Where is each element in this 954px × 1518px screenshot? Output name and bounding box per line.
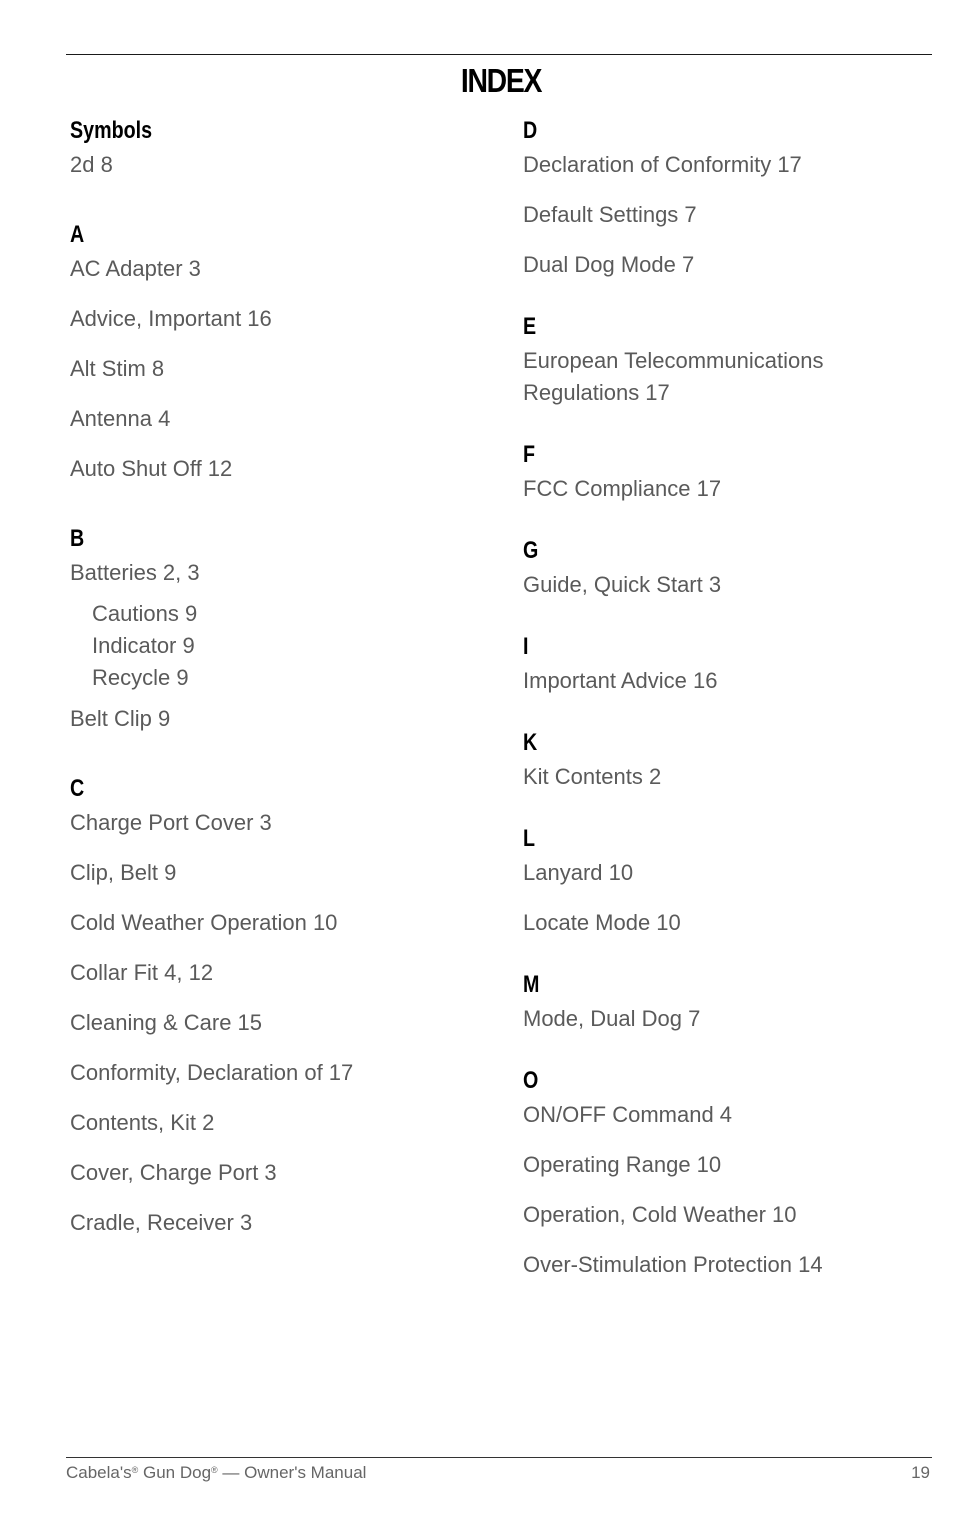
index-entry (523, 345, 943, 409)
page-title: INDEX (460, 62, 542, 99)
section-heading: M (523, 971, 540, 998)
index-entry-text: AC Adapter 3 (70, 256, 201, 281)
index-entry-text: Declaration of Conformity 17 (523, 152, 802, 177)
index-entry (70, 807, 490, 839)
top-rule (66, 54, 932, 55)
index-entry (523, 149, 943, 181)
index-section (70, 219, 490, 485)
footer-brand: Cabela's (66, 1463, 132, 1482)
section-heading: Symbols (70, 117, 153, 144)
index-entry-text: Locate Mode 10 (523, 910, 681, 935)
index-entry-text: European Telecommunications (523, 348, 824, 373)
index-entry (70, 1057, 490, 1089)
index-entry (523, 1249, 943, 1281)
index-entry (523, 199, 943, 231)
index-entry-text: Cleaning & Care 15 (70, 1010, 263, 1035)
index-entry-text: Default Settings 7 (523, 202, 697, 227)
index-section (523, 535, 943, 601)
index-entry-text: Operation, Cold Weather 10 (523, 1202, 797, 1227)
index-entry-text: Alt Stim 8 (70, 356, 165, 381)
index-entry-text: Regulations 17 (523, 380, 670, 405)
index-entry-text: Guide, Quick Start 3 (523, 572, 722, 597)
index-entry-text: Cold Weather Operation 10 (70, 910, 338, 935)
page-number: 19 (911, 1463, 930, 1482)
index-entry (70, 253, 490, 285)
index-entry (70, 149, 490, 181)
index-entry (523, 1199, 943, 1231)
index-section (523, 1065, 943, 1281)
index-entry (70, 703, 490, 735)
index-section (523, 631, 943, 697)
index-entry-text: FCC Compliance 17 (523, 476, 722, 501)
index-entry (523, 761, 943, 793)
index-entry (70, 303, 490, 335)
index-entry (523, 1099, 943, 1131)
section-heading: E (523, 313, 537, 340)
index-entry-text: Over-Stimulation Protection 14 (523, 1252, 823, 1277)
index-entry (70, 857, 490, 889)
index-subentry: Cautions 9 (92, 601, 198, 626)
index-entry (70, 557, 490, 589)
index-entry-text: Antenna 4 (70, 406, 171, 431)
section-heading: F (523, 441, 536, 468)
index-subentry: Recycle 9 (92, 665, 189, 690)
index-entry (70, 403, 490, 435)
index-subentries (70, 598, 490, 694)
index-entry (70, 353, 490, 385)
index-entry (70, 1107, 490, 1139)
index-entry-text: Advice, Important 16 (70, 306, 272, 331)
index-entry-text: Charge Port Cover 3 (70, 810, 272, 835)
section-heading: C (70, 775, 85, 802)
section-heading: G (523, 537, 539, 564)
index-entry (523, 249, 943, 281)
index-section (523, 115, 943, 281)
footer-reg-mark: ® (131, 1465, 139, 1475)
section-heading: K (523, 729, 538, 756)
index-section (523, 823, 943, 939)
index-column-right (523, 115, 943, 1311)
index-entry-text: Belt Clip 9 (70, 706, 171, 731)
index-entry-text: Lanyard 10 (523, 860, 634, 885)
footer-manual-title (66, 1463, 366, 1483)
section-heading: I (523, 633, 529, 660)
footer-reg-mark-2: ® (211, 1465, 218, 1475)
index-entry-text: Collar Fit 4, 12 (70, 960, 214, 985)
index-entry (523, 1003, 943, 1035)
index-section (523, 969, 943, 1035)
index-entry (523, 857, 943, 889)
index-section (70, 115, 490, 181)
index-entry (523, 473, 943, 505)
section-heading: O (523, 1067, 539, 1094)
index-section (70, 523, 490, 735)
index-entry-text: Important Advice 16 (523, 668, 718, 693)
section-heading: L (523, 825, 536, 852)
footer-suffix: — Owner's Manual (217, 1463, 367, 1482)
index-section (523, 727, 943, 793)
footer-product: Gun Dog (143, 1463, 212, 1482)
index-entry (523, 569, 943, 601)
index-entry (523, 1149, 943, 1181)
index-entry-text: Dual Dog Mode 7 (523, 252, 695, 277)
index-entry (523, 907, 943, 939)
index-entry (70, 957, 490, 989)
index-entry (70, 1007, 490, 1039)
index-entry-text: Auto Shut Off 12 (70, 456, 233, 481)
index-entry-text: Kit Contents 2 (523, 764, 662, 789)
index-entry (523, 665, 943, 697)
index-section (70, 773, 490, 1239)
index-entry (70, 1157, 490, 1189)
index-entry-text: Mode, Dual Dog 7 (523, 1006, 701, 1031)
bottom-rule (66, 1457, 932, 1458)
section-heading: A (70, 221, 85, 248)
index-entry-text: Clip, Belt 9 (70, 860, 177, 885)
index-section (523, 439, 943, 505)
index-entry-text: Batteries 2, 3 (70, 560, 200, 585)
index-subentry: Indicator 9 (92, 633, 195, 658)
index-section (523, 311, 943, 409)
index-entry (70, 453, 490, 485)
section-heading: D (523, 117, 538, 144)
index-entry-text: Operating Range 10 (523, 1152, 722, 1177)
index-entry-text: 2d 8 (70, 152, 113, 177)
index-entry-text: Contents, Kit 2 (70, 1110, 215, 1135)
index-entry-text: Cradle, Receiver 3 (70, 1210, 253, 1235)
index-entry (70, 907, 490, 939)
section-heading: B (70, 525, 85, 552)
index-entry-text: Cover, Charge Port 3 (70, 1160, 277, 1185)
index-entry (70, 1207, 490, 1239)
index-entry-text: ON/OFF Command 4 (523, 1102, 733, 1127)
index-entry-text: Conformity, Declaration of 17 (70, 1060, 354, 1085)
index-column-left (70, 115, 490, 1277)
